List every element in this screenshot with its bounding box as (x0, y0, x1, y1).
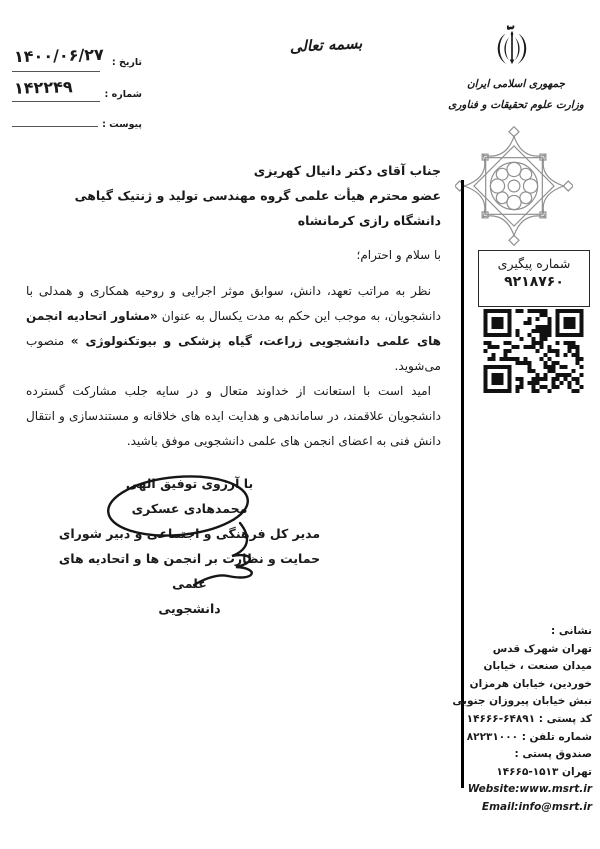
date-value: ‪۱۴۰۰/۰۶/۲۷‬ (13, 44, 105, 67)
iran-emblem-icon (489, 22, 535, 74)
po-box-value: تهران ‪۱۴۶۶۵-۱۵۱۳‬ (496, 765, 592, 778)
po-box-label: صندوق پستی : (514, 748, 592, 761)
addressee-block (24, 158, 441, 233)
ornament-star-icon (455, 126, 573, 246)
signature-block (42, 471, 337, 621)
date-label: تاریخ : (111, 57, 142, 68)
attachment-label: پیوست : (102, 119, 142, 130)
addressee-role: عضو محترم هیأت علمی گروه مهندسی تولید و ژنتیک گیاهی دانشگاه رازی کرمانشاه (74, 188, 441, 228)
address-block (438, 623, 592, 817)
signatory-title-1: مدیر کل فرهنگی و اجتماعی و دبیر شورای (58, 526, 321, 541)
number-label: شماره : (104, 89, 142, 100)
addressee-name: جناب آقای دکتر دانیال کهریزی (253, 163, 441, 178)
number-value: ۱۴۲۲۴۹ (13, 77, 73, 98)
p1-start: نظر به مراتب تعهد، دانش، سوابق موثر اجرایی و روحیه همکاری و همدلی با دانشجویان، به موجب این حکم به مدت یکسال به عنوان (26, 284, 441, 323)
address-label: نشانی : (551, 625, 592, 637)
signature-wish: با آرزوی توفیق الهی (125, 476, 254, 491)
address-line: تهران شهرک قدس (492, 642, 592, 655)
paragraph-appointment (26, 279, 441, 379)
address-line: نبش خیابان پیروزان جنوبی (452, 695, 592, 708)
p1-end: منصوب می‌شوید. (26, 334, 441, 373)
signatory-title-2: حمایت و نظارت بر انجمن ها و اتحادیه های علمی (58, 551, 321, 591)
qr-code-icon (482, 309, 585, 393)
ministry-header (438, 74, 594, 116)
bismillah-calligraphy: بسمه تعالی (289, 34, 363, 56)
phone-number: شماره تلفن : ۸۲۲۳۱۰۰۰ (466, 730, 592, 743)
website-url: Website:www.msrt.ir (467, 783, 592, 796)
signatory-name: محمدهادی عسکری (131, 501, 248, 516)
email-address: Email:info@msrt.ir (481, 800, 592, 813)
address-line: میدان صنعت ، خیابان (483, 660, 592, 673)
postal-code: کد پستی : ‪۱۴۶۶۶-۶۴۸۹۱‬ (466, 712, 592, 725)
address-line: خوردین، خیابان هرمزان (469, 677, 592, 690)
paragraph-wishes: امید است با استعانت از خداوند متعال و در سایه جلب مشارکت گسترده دانشجویان علاقمند، در ساماندهی و هدایت ایده های خلاقانه و مستندسازی و انتقال دانش فنی به اعضای انجمن های علمی دانشجویی موفق باشید. (26, 384, 441, 448)
letter-body (26, 279, 441, 454)
date-field (12, 44, 142, 78)
date-rule (12, 71, 100, 72)
p1-bold-title: «مشاور اتحادیه انجمن های علمی دانشجویی زراعت، گیاه پزشکی و بیوتکنولوژی » (26, 309, 442, 348)
signatory-title-3: دانشجویی (158, 601, 221, 616)
tracking-label: شماره پیگیری (497, 256, 571, 271)
salutation: با سلام و احترام؛ (356, 248, 441, 262)
tracking-value: ۹۲۱۸۷۶۰ (504, 274, 564, 290)
attachment-rule (12, 126, 98, 127)
republic-title: جمهوری اسلامی ایران (466, 78, 566, 90)
attachment-field (12, 110, 142, 140)
ministry-title: وزارت علوم تحقیقات و فناوری (448, 99, 584, 111)
number-rule (12, 101, 100, 102)
number-field (12, 77, 142, 110)
tracking-number-box (478, 250, 590, 307)
